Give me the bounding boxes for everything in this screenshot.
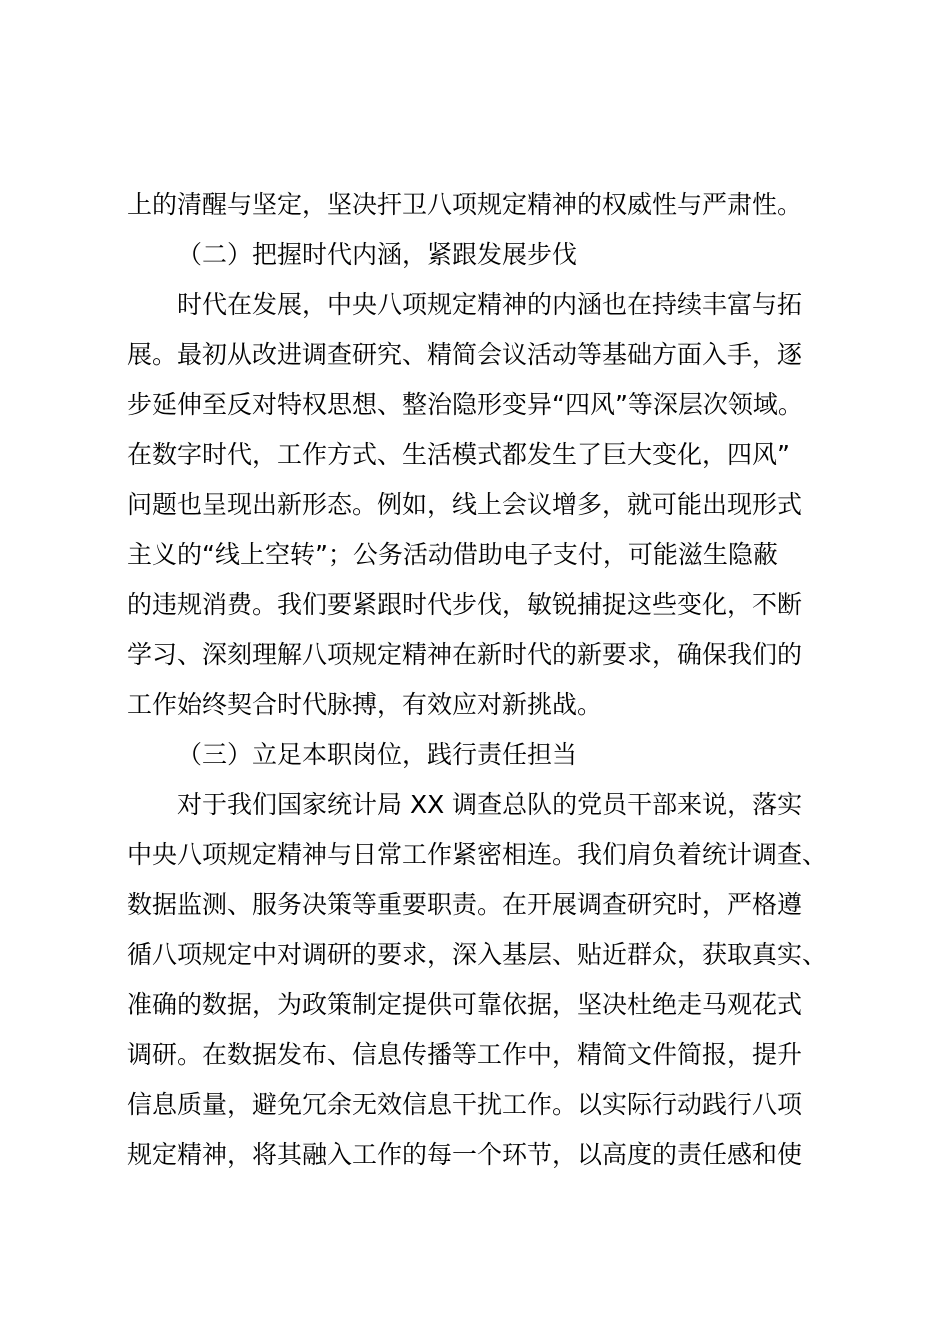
paragraph-line: 学习、深刻理解八项规定精神在新时代的新要求，确保我们的: [127, 640, 803, 669]
paragraph-line: 规定精神，将其融入工作的每一个环节，以高度的责任感和使: [127, 1140, 803, 1169]
paragraph-line: 信息质量，避免冗余无效信息干扰工作。以实际行动践行八项: [127, 1090, 803, 1119]
text-line-continuation: 上的清醒与坚定，坚决扞卫八项规定精神的权威性与严肃性。: [127, 190, 803, 219]
paragraph-line: 中央八项规定精神与日常工作紧密相连。我们肩负着统计调查、: [127, 840, 828, 869]
paragraph-line: 工作始终契合时代脉搏，有效应对新挑战。: [127, 690, 603, 719]
paragraph-line: 主义的“线上空转”；公务活动借助电子支付，可能滋生隐蔽: [127, 540, 778, 569]
paragraph-line: 展。最初从改进调查研究、精简会议活动等基础方面入手，逐: [127, 340, 803, 369]
paragraph-line: 数据监测、服务决策等重要职责。在开展调查研究时，严格遵: [127, 890, 803, 919]
section-heading-3: （三）立足本职岗位，践行责任担当: [177, 740, 578, 769]
paragraph-line: 步延伸至反对特权思想、整治隐形变异“四风”等深层次领域。: [127, 390, 803, 419]
paragraph-line: 循八项规定中对调研的要求，深入基层、贴近群众，获取真实、: [127, 940, 828, 969]
paragraph-line: 在数字时代，工作方式、生活模式都发生了巨大变化，四风”: [127, 440, 790, 469]
paragraph-line: 准确的数据，为政策制定提供可靠依据，坚决杜绝走马观花式: [127, 990, 803, 1019]
section-heading-2: （二）把握时代内涵，紧跟发展步伐: [177, 240, 578, 269]
paragraph-line: 对于我们国家统计局 XX 调查总队的党员干部来说，落实: [177, 790, 803, 819]
paragraph-line: 调研。在数据发布、信息传播等工作中，精简文件简报，提升: [127, 1040, 803, 1069]
paragraph-line: 的违规消费。我们要紧跟时代步伐，敏锐捕捉这些变化，不断: [127, 590, 803, 619]
paragraph-line: 问题也呈现出新形态。例如，线上会议增多，就可能出现形式: [127, 490, 803, 519]
paragraph-line: 时代在发展，中央八项规定精神的内涵也在持续丰富与拓: [177, 290, 803, 319]
